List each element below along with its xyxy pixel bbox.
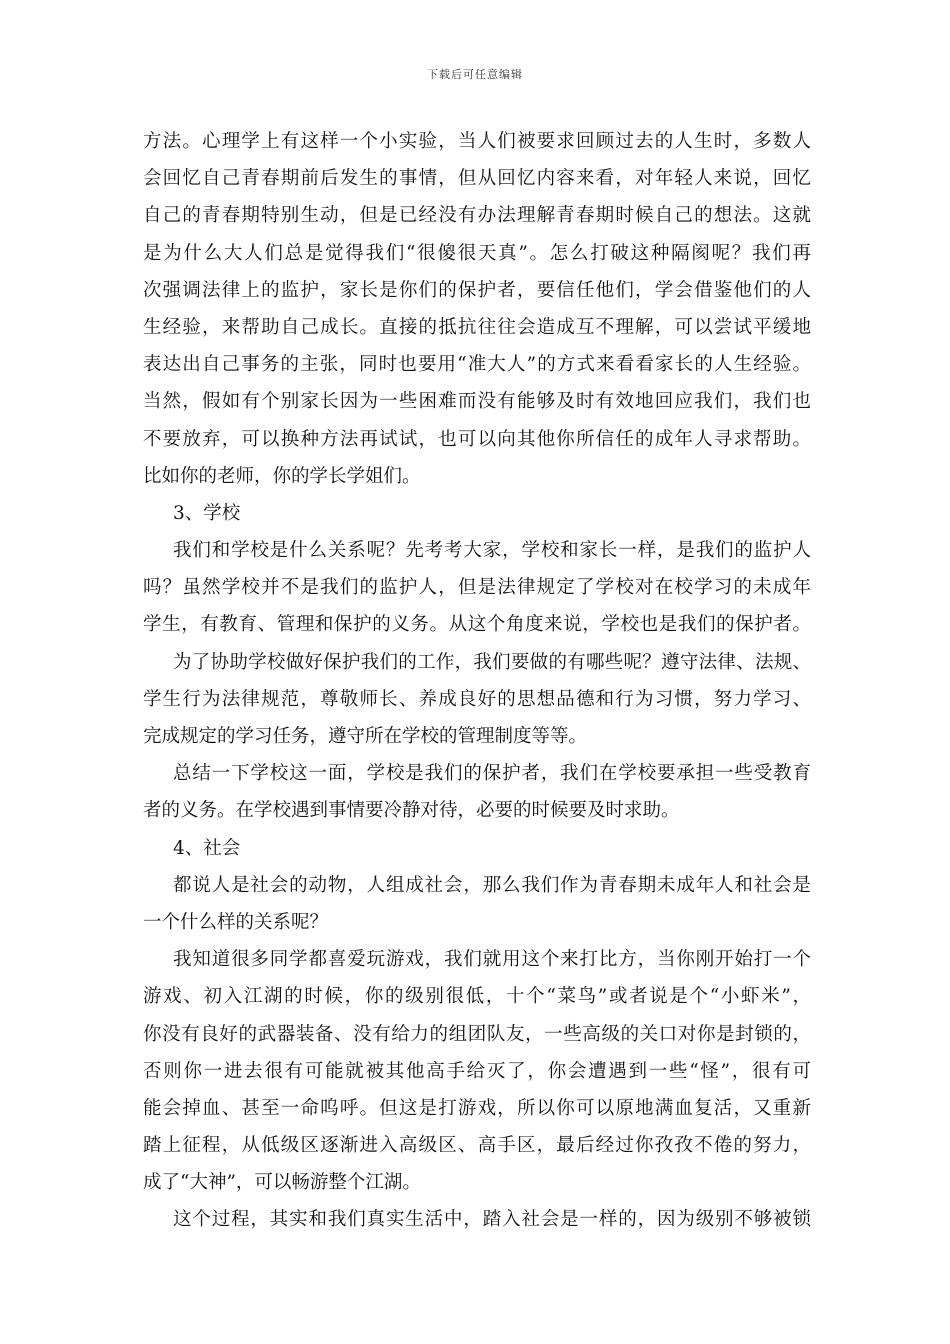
text-line: 当然，假如有个别家长因为一些困难而没有能够及时有效地回应我们，我们也 — [143, 391, 811, 413]
text-line: 次强调法律上的监护，家长是你们的保护者，要信任他们，学会借鉴他们的人 — [143, 279, 811, 301]
text-line: 都说人是社会的动物，人组成社会，那么我们作为青春期未成年人和社会是 — [173, 874, 811, 896]
text-line: 否则你一进去很有可能就被其他高手给灭了，你会遭遇到一些“怪”，很有可 — [143, 1060, 811, 1082]
text-line: 成了“大神”，可以畅游整个江湖。 — [143, 1172, 421, 1194]
text-line: 吗？虽然学校并不是我们的监护人，但是法律规定了学校对在校学习的未成年 — [143, 577, 811, 599]
text-line: 我们和学校是什么关系呢？先考考大家，学校和家长一样，是我们的监护人 — [173, 540, 811, 562]
text-line: 学生，有教育、管理和保护的义务。从这个角度来说，学校也是我们的保护者。 — [143, 614, 811, 636]
text-line: 会回忆自己青春期前后发生的事情，但从回忆内容来看，对年轻人来说，回忆 — [143, 168, 811, 190]
text-line: 者的义务。在学校遇到事情要冷静对待，必要的时候要及时求助。 — [143, 800, 680, 822]
text-line: 是为什么大人们总是觉得我们“很傻很天真”。怎么打破这种隔阂呢？我们再 — [143, 242, 811, 264]
page-header: 下载后可任意编辑 — [427, 68, 523, 81]
text-line: 一个什么样的关系呢？ — [143, 911, 329, 933]
text-line: 这个过程，其实和我们真实生活中，踏入社会是一样的，因为级别不够被锁 — [173, 1209, 811, 1231]
text-line: 学生行为法律规范，尊敬师长、养成良好的思想品德和行为习惯，努力学习、 — [143, 688, 811, 710]
text-line: 游戏、初入江湖的时候，你的级别很低，十个“菜鸟”或者说是个“小虾米”， — [143, 986, 811, 1008]
text-line: 比如你的老师，你的学长学姐们。 — [143, 465, 421, 487]
text-line: 方法。心理学上有这样一个小实验，当人们被要求回顾过去的人生时，多数人 — [143, 131, 811, 152]
text-line: 踏上征程，从低级区逐渐进入高级区、高手区，最后经过你孜孜不倦的努力， — [143, 1135, 811, 1157]
text-line: 能会掉血、甚至一命呜呼。但这是打游戏，所以你可以原地满血复活，又重新 — [143, 1097, 811, 1119]
text-line: 我知道很多同学都喜爱玩游戏，我们就用这个来打比方，当你刚开始打一个 — [173, 949, 811, 971]
text-line: 生经验，来帮助自己成长。直接的抵抗往往会造成互不理解，可以尝试平缓地 — [143, 316, 811, 338]
text-line: 为了协助学校做好保护我们的工作，我们要做的有哪些呢？遵守法律、法规、 — [173, 651, 811, 673]
document-body — [143, 123, 811, 1239]
text-line: 4、社会 — [173, 837, 241, 859]
text-line: 完成规定的学习任务，遵守所在学校的管理制度等等。 — [143, 726, 588, 747]
text-line: 表达出自己事务的主张，同时也要用“准大人”的方式来看看家长的人生经验。 — [143, 354, 811, 376]
text-line: 总结一下学校这一面，学校是我们的保护者，我们在学校要承担一些受教育 — [173, 763, 811, 785]
text-line: 自己的青春期特别生动，但是已经没有办法理解青春期时候自己的想法。这就 — [143, 205, 811, 227]
text-line: 3、学校 — [173, 502, 241, 524]
text-line: 你没有良好的武器装备、没有给力的组团队友，一些高级的关口对你是封锁的， — [143, 1023, 811, 1045]
text-line: 不要放弃，可以换种方法再试试，也可以向其他你所信任的成年人寻求帮助。 — [143, 428, 811, 450]
